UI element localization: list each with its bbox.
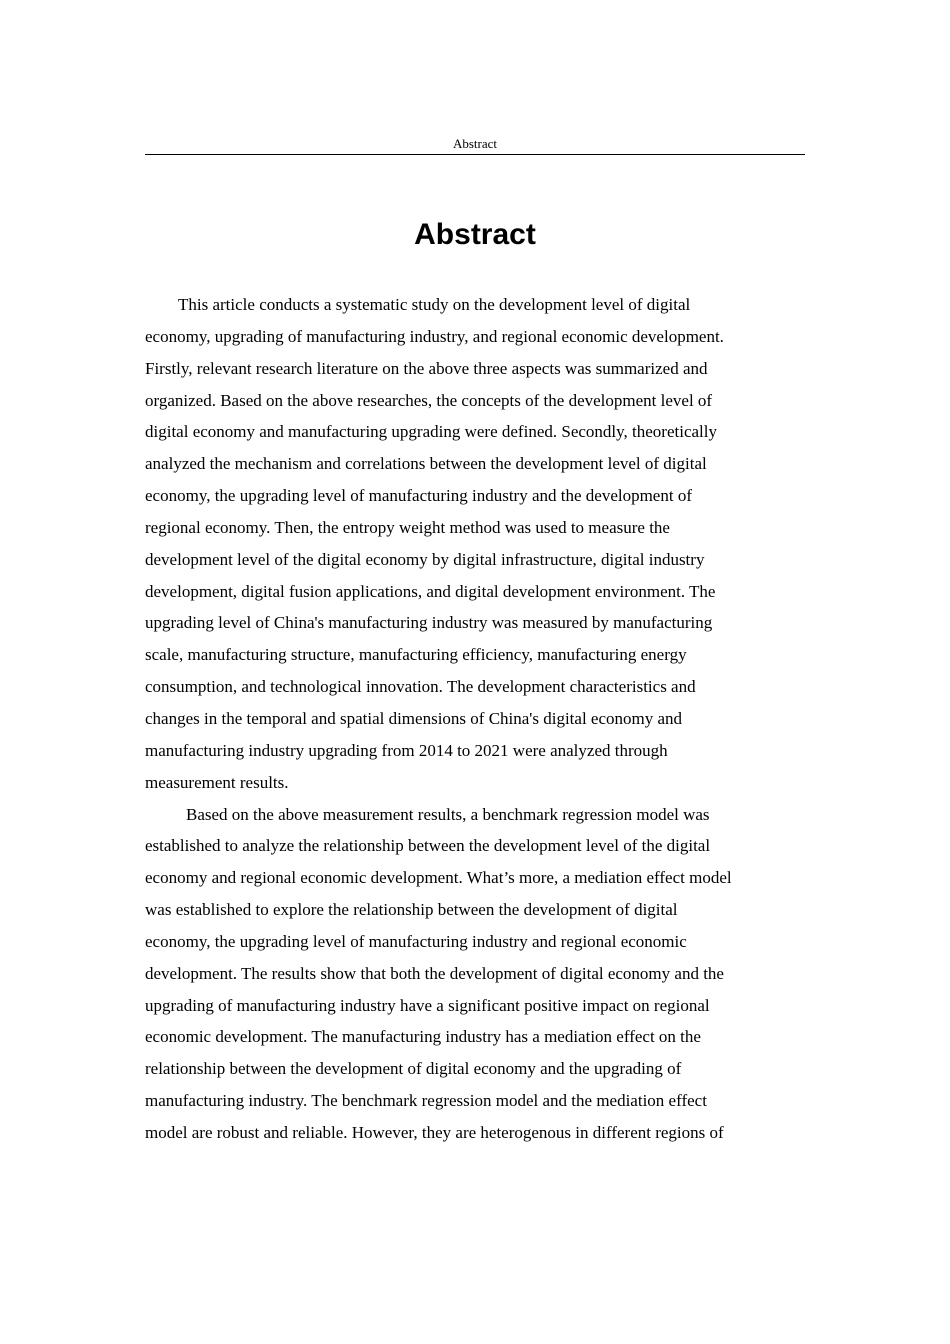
text-line: analyzed the mechanism and correlations between the development level of digital [145,454,707,474]
text-line: organized. Based on the above researches, the concepts of the development level of [145,390,713,410]
text-line: relationship between the development of digital economy and the upgrading of [145,1059,682,1079]
text-line: development, digital fusion applications, and digital development environment. The [145,581,716,601]
text-line: manufacturing industry. The benchmark regression model and the mediation effect [145,1091,707,1111]
text-line: scale, manufacturing structure, manufacturing efficiency, manufacturing energy [145,645,687,665]
text-line: development level of the digital economy by digital infrastructure, digital industry [145,549,705,569]
text-line: upgrading level of China's manufacturing industry was measured by manufacturing [145,613,713,633]
header-rule-divider [145,154,805,155]
text-line: established to analyze the relationship between the development level of the digital [145,836,711,856]
text-line: This article conducts a systematic study on the development level of digital [178,295,691,314]
text-line: Based on the above measurement results, a benchmark regression model was [186,804,710,824]
text-line: changes in the temporal and spatial dimensions of China's digital economy and [145,708,683,728]
text-line: development. The results show that both the development of digital economy and the [145,963,724,983]
text-line: economy, the upgrading level of manufacturing industry and regional economic [145,931,687,951]
abstract-body [145,289,805,1149]
text-line: measurement results. [145,772,289,792]
text-line: economy, upgrading of manufacturing industry, and regional economic development. [145,326,724,346]
text-line: Firstly, relevant research literature on the above three aspects was summarized and [145,358,708,378]
running-header: Abstract [452,136,498,151]
text-line: economy and regional economic development. What’s more, a mediation effect model [145,868,732,888]
text-line: was established to explore the relationship between the development of digital [145,900,678,920]
text-line: manufacturing industry upgrading from 2014 to 2021 were analyzed through [145,740,668,760]
text-line: digital economy and manufacturing upgrading were defined. Secondly, theoretically [145,422,717,442]
text-line: model are robust and reliable. However, they are heterogenous in different regions of [145,1122,724,1142]
paragraph [145,289,805,799]
page-title: Abstract [414,218,536,251]
text-line: regional economy. Then, the entropy weight method was used to measure the [145,517,670,537]
text-line: upgrading of manufacturing industry have a significant positive impact on regional [145,995,710,1015]
text-line: consumption, and technological innovation. The development characteristics and [145,677,696,697]
text-line: economy, the upgrading level of manufacturing industry and the development of [145,486,692,506]
paragraph [145,799,805,1149]
text-line: economic development. The manufacturing industry has a mediation effect on the [145,1027,701,1047]
